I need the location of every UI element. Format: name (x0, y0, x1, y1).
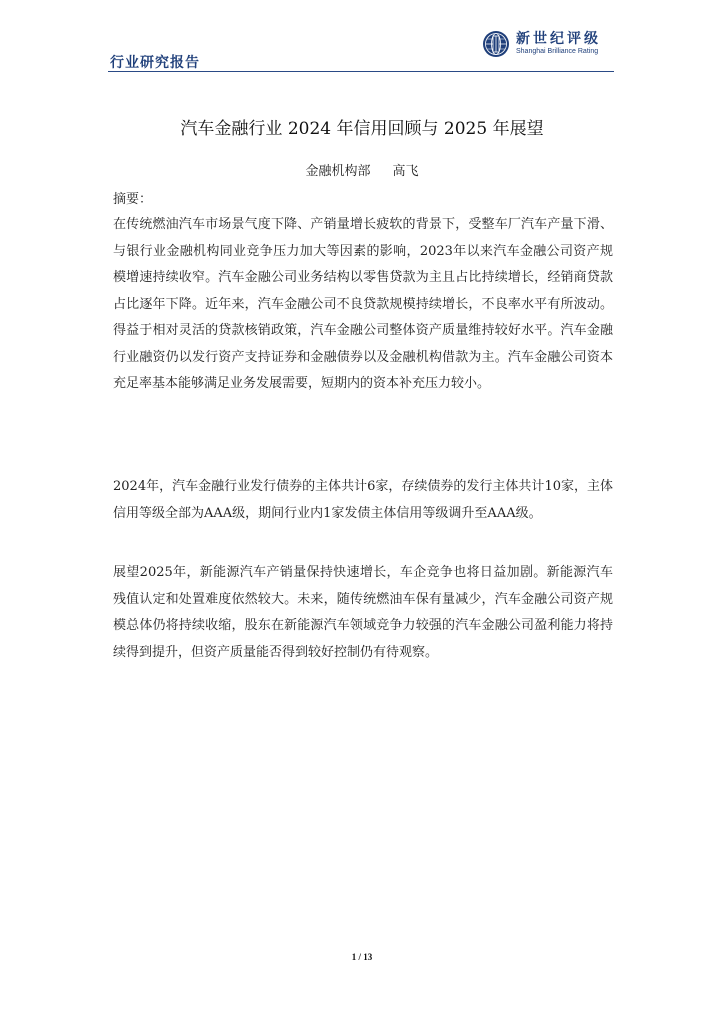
header-divider (108, 71, 614, 72)
globe-emblem-icon (482, 30, 510, 58)
document-byline (0, 160, 724, 179)
logo-name-en: Shanghai Brilliance Rating (516, 48, 599, 55)
document-title: 汽车金融行业 2024 年信用回顾与 2025 年展望 (180, 119, 544, 139)
author-name: 高飞 (392, 164, 419, 179)
issuer-summary-paragraph: 2024年，汽车金融行业发行债券的主体共计6家，存续债券的发行主体共计10家，主体信用等级全部为AAA级，期间行业内1家发债主体信用等级调升至AAA级。 (113, 479, 613, 521)
abstract-paragraph: 在传统燃油汽车市场景气度下降、产销量增长疲软的背景下，受整车厂汽车产量下滑、与银行业金融机构同业竞争压力加大等因素的影响，2023年以来汽车金融公司资产规模增速持续收窄。汽车金融公司业务结构以零售贷款为主且占比持续增长，经销商贷款占比逐年下降。近年来，汽车金融公司不良贷款规模持续增长，不良率水平有所波动。得益于相对灵活的贷款核销政策，汽车金融公司整体资产质量维持较好水平。汽车金融行业融资仍以发行资产支持证券和金融债券以及金融机构借款为主。汽车金融公司资本充足率基本能够满足业务发展需要，短期内的资本补充压力较小。 (113, 217, 613, 391)
brand-logo (482, 30, 601, 58)
abstract-heading: 摘要： (113, 192, 153, 207)
page-number: 1 / 13 (351, 952, 373, 962)
logo-name-cn: 新世纪评级 (516, 31, 601, 47)
logo-text (516, 31, 601, 57)
outlook-paragraph: 展望2025年，新能源汽车产销量保持快速增长，车企竞争也将日益加剧。新能源汽车残值认定和处置难度依然较大。未来，随传统燃油车保有量减少，汽车金融公司资产规模总体仍将持续收缩，股东在新能源汽车领域竞争力较强的汽车金融公司盈利能力将持续得到提升，但资产质量能否得到较好控制仍有待观察。 (113, 565, 613, 660)
header-category: 行业研究报告 (110, 55, 200, 71)
author-department: 金融机构部 (305, 164, 371, 179)
